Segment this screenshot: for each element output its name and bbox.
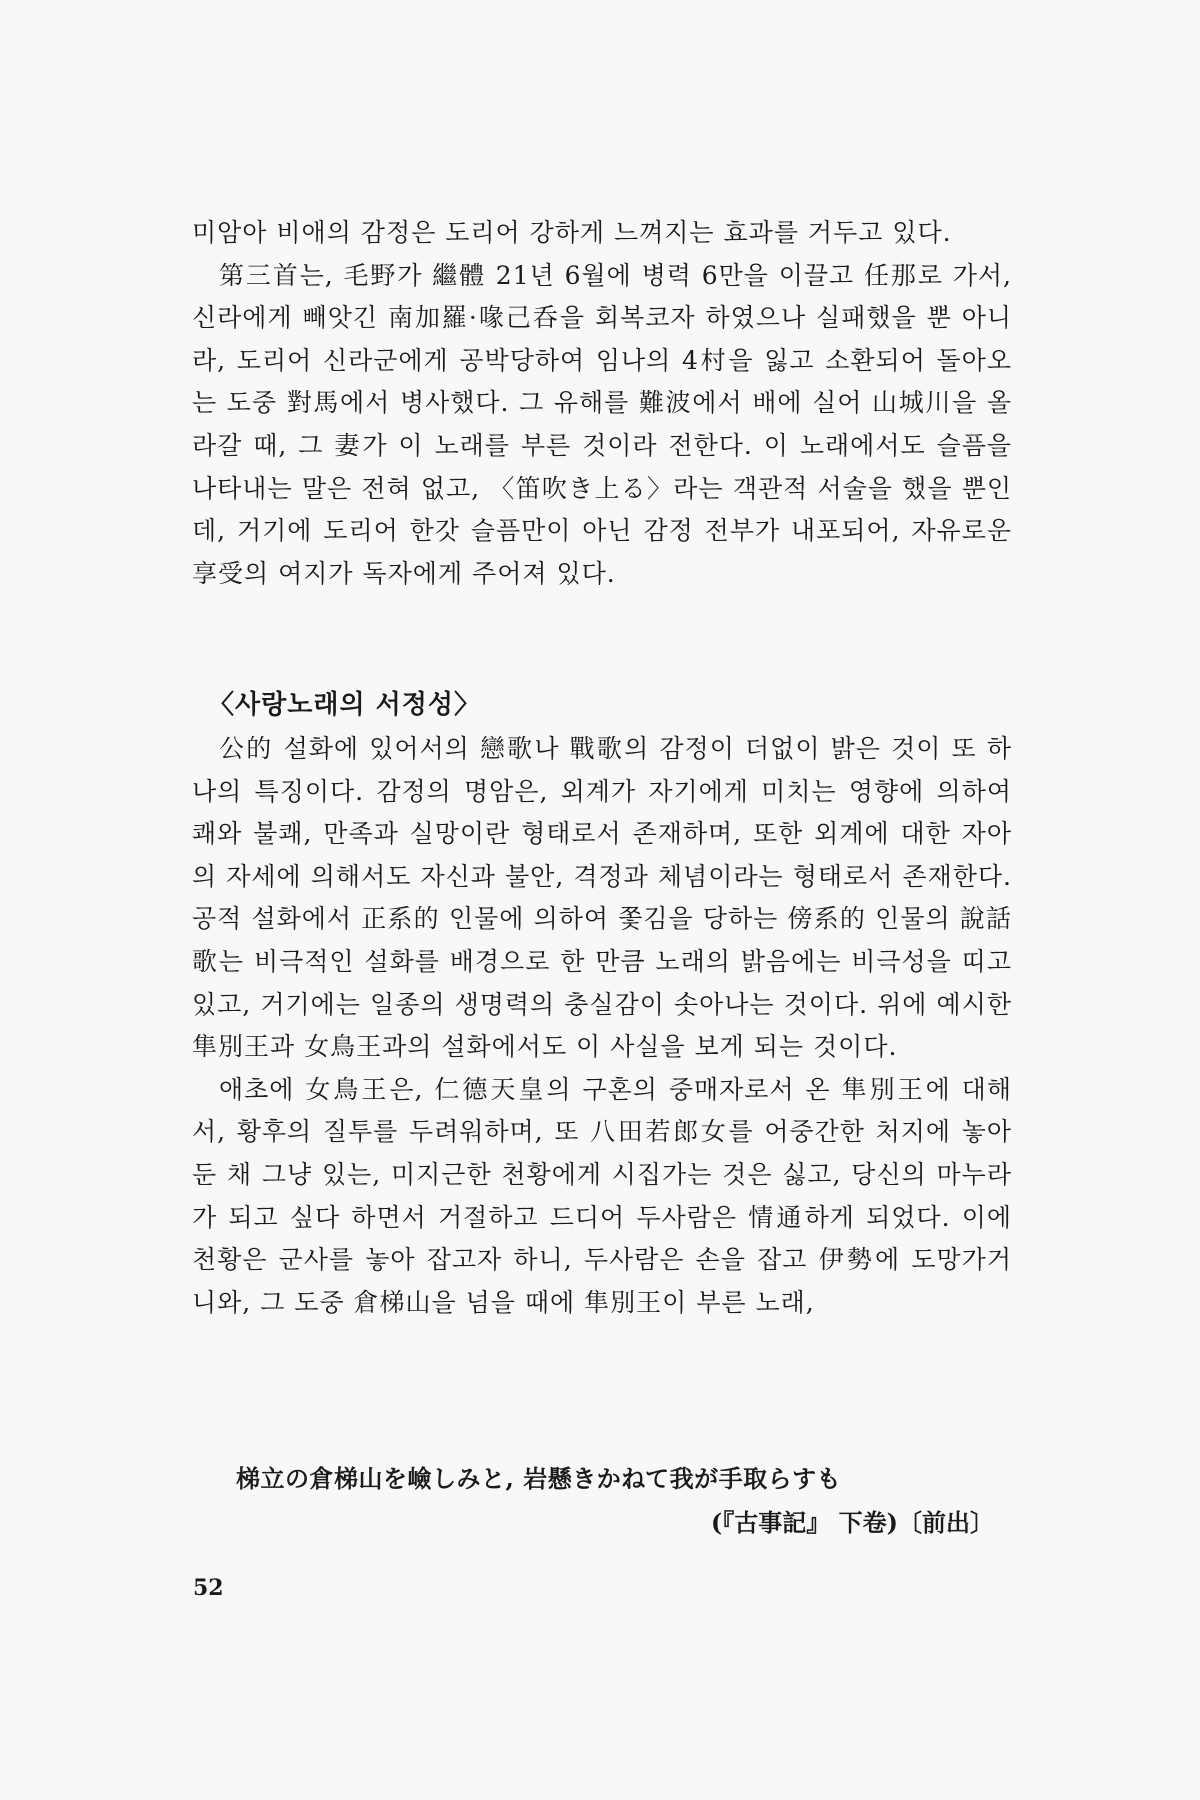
paragraph-continuation: 미암아 비애의 감정은 도리어 강하게 느껴지는 효과를 거두고 있다. [192,218,952,247]
paragraph-third-poem: 第三首는, 毛野가 繼體 21년 6월에 병력 6만을 이끌고 任那로 가서, 신라에게 빼앗긴 南加羅·喙己呑을 회복코자 하였으나 실패했을 뿐 아니라, 도리어 신라군에게 공박당하여 임나의 4村을 잃고 소환되어 돌아오는 도중 對馬에서 병사했다. 그 유해를 難波에서 배에 실어 山城川을 올라갈 때, 그 妻가 이 노래를 부른 것이라 전한다. 이 노래에서도 슬픔을 나타내는 말은 전혀 없고, 〈笛吹き上る〉라는 객관적 서술을 했을 뿐인데, 거기에 도리어 한갓 슬픔만이 아닌 감정 전부가 내포되어, 자유로운 享受의 여지가 독자에게 주어져 있다. [192,260,1012,588]
page-number: 52 [193,1575,224,1601]
poem-source: (『古事記』 下卷)〔前出〕 [710,1508,994,1537]
top-text-block [192,212,1012,595]
bottom-text-block [192,728,1012,1324]
paragraph-love-songs: 公的 설화에 있어서의 戀歌나 戰歌의 감정이 더없이 밝은 것이 또 하나의 특징이다. 감정의 명암은, 외계가 자기에게 미치는 영향에 의하여 쾌와 불쾌, 만족과 실망이란 형태로서 존재하며, 또한 외계에 대한 자아의 자세에 의해서도 자신과 불안, 격정과 체념이라는 형태로서 존재한다. 공적 설화에서 正系的 인물에 의하여 쫓김을 당하는 傍系的 인물의 說話歌는 비극적인 설화를 배경으로 한 만큼 노래의 밝음에는 비극성을 띠고 있고, 거기에는 일종의 생명력의 충실감이 솟아나는 것이다. 위에 예시한 隼別王과 女鳥王과의 설화에서도 이 사실을 보게 되는 것이다. [192,734,1012,1062]
paragraph-medori: 애초에 女鳥王은, 仁德天皇의 구혼의 중매자로서 온 隼別王에 대해서, 황후의 질투를 두려워하며, 또 八田若郎女를 어중간한 처지에 놓아둔 채 그냥 있는, 미지근한 천황에게 시집가는 것은 싫고, 당신의 마누라가 되고 싶다 하면서 거절하고 드디어 두사람은 情通하게 되었다. 이에 천황은 군사를 놓아 잡고자 하니, 두사람은 손을 잡고 伊勢에 도망가거니와, 그 도중 倉梯山을 넘을 때에 隼別王이 부른 노래, [192,1074,1012,1317]
quoted-poem: 梯立の倉梯山を嶮しみと, 岩懸きかねて我が手取らすも [236,1464,842,1493]
section-heading: 〈사랑노래의 서정성〉 [208,690,481,720]
